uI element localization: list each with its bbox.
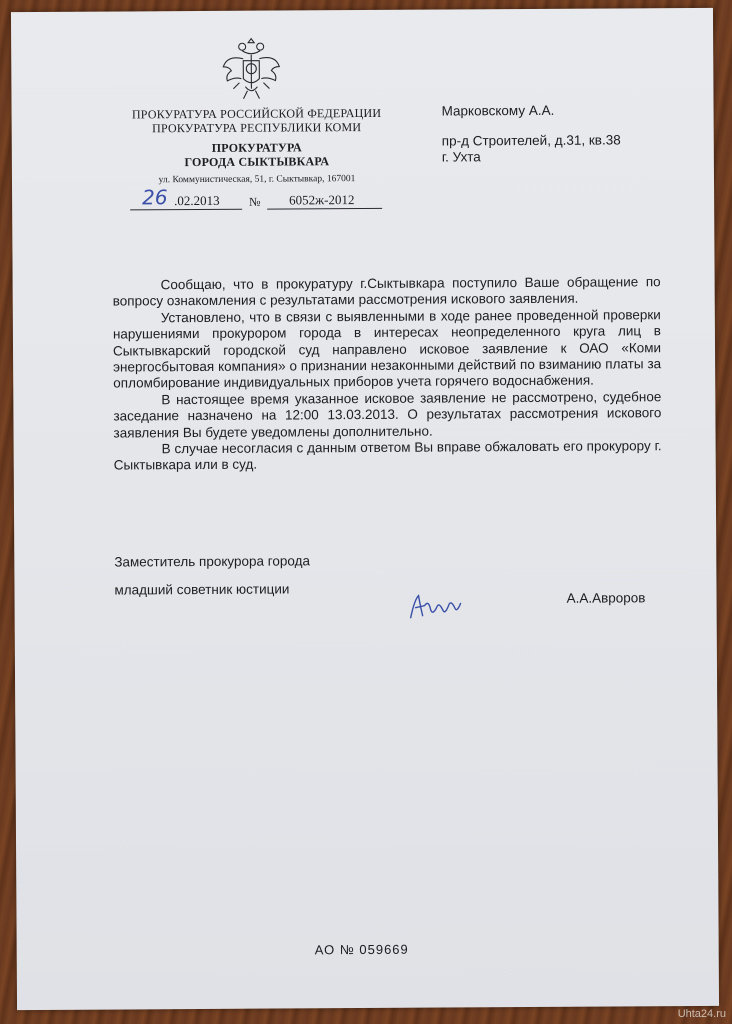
handwritten-day: 26 (142, 185, 168, 210)
handwritten-signature (406, 589, 466, 623)
signer-rank: младший советник юстиции (114, 581, 290, 598)
recipient-street: пр-д Строителей, д.31, кв.38 (441, 132, 621, 149)
body-paragraph-1: Сообщаю, что в прокуратуру г.Сыктывкара поступило Ваше обращение по вопросу ознакомления с результатами рассмотрения искового заявления. (112, 274, 661, 309)
signer-name: А.А.Авроров (566, 590, 646, 606)
recipient-city: г. Ухта (441, 149, 481, 165)
office-address: ул. Коммунистическая, 51, г. Сыктывкар, 167001 (158, 174, 356, 186)
body-paragraph-4: В случае несогласия с данным ответом Вы вправе обжаловать его прокурору г. Сыктывкара или в суд. (113, 438, 662, 474)
registration-number (267, 190, 382, 210)
recipient-name: Марковскому А.А. (441, 102, 555, 119)
double-headed-eagle-emblem-icon (217, 36, 285, 104)
registration-date-text: .02.2013 (174, 192, 220, 209)
header-line-prosecutor: ПРОКУРАТУРА (211, 140, 302, 155)
body-paragraph-3: В настоящее время указанное исковое заявление не рассмотрено, судебное заседание назначено на 12:00 13.03.2013. О результатах рассмотрения искового заявления Вы будете уведомлены дополнительно. (113, 389, 662, 441)
header-line-prosecutor-komi: ПРОКУРАТУРА РЕСПУБЛИКИ КОМИ (152, 120, 362, 136)
header-line-city: ГОРОДА СЫКТЫВКАРА (184, 154, 330, 170)
number-sign: № (249, 194, 261, 209)
registration-number-text: 6052ж-2012 (289, 192, 355, 208)
form-serial-number: АО № 059669 (314, 941, 409, 958)
letter-page (11, 8, 719, 1010)
site-watermark: Uhta24.ru (677, 1008, 726, 1020)
registration-date (130, 185, 242, 211)
signer-position: Заместитель прокурора города (114, 553, 311, 570)
body-paragraph-2: Установлено, что в связи с выявленными в ходе ранее проведенной проверки нарушениями прокурором города в интересах неопределенного круга лиц в Сыктывкарский городской суд направлено исковое заявление к ОАО «Коми энергосбытовая компания» о признании незаконными действий по взиманию платы за опломбирование индивидуальных приборов учета горячего водоснабжения. (112, 307, 662, 391)
header-line-prosecutor-rf: ПРОКУРАТУРА РОССИЙСКОЙ ФЕДЕРАЦИИ (131, 105, 382, 122)
letter-body (113, 274, 662, 474)
